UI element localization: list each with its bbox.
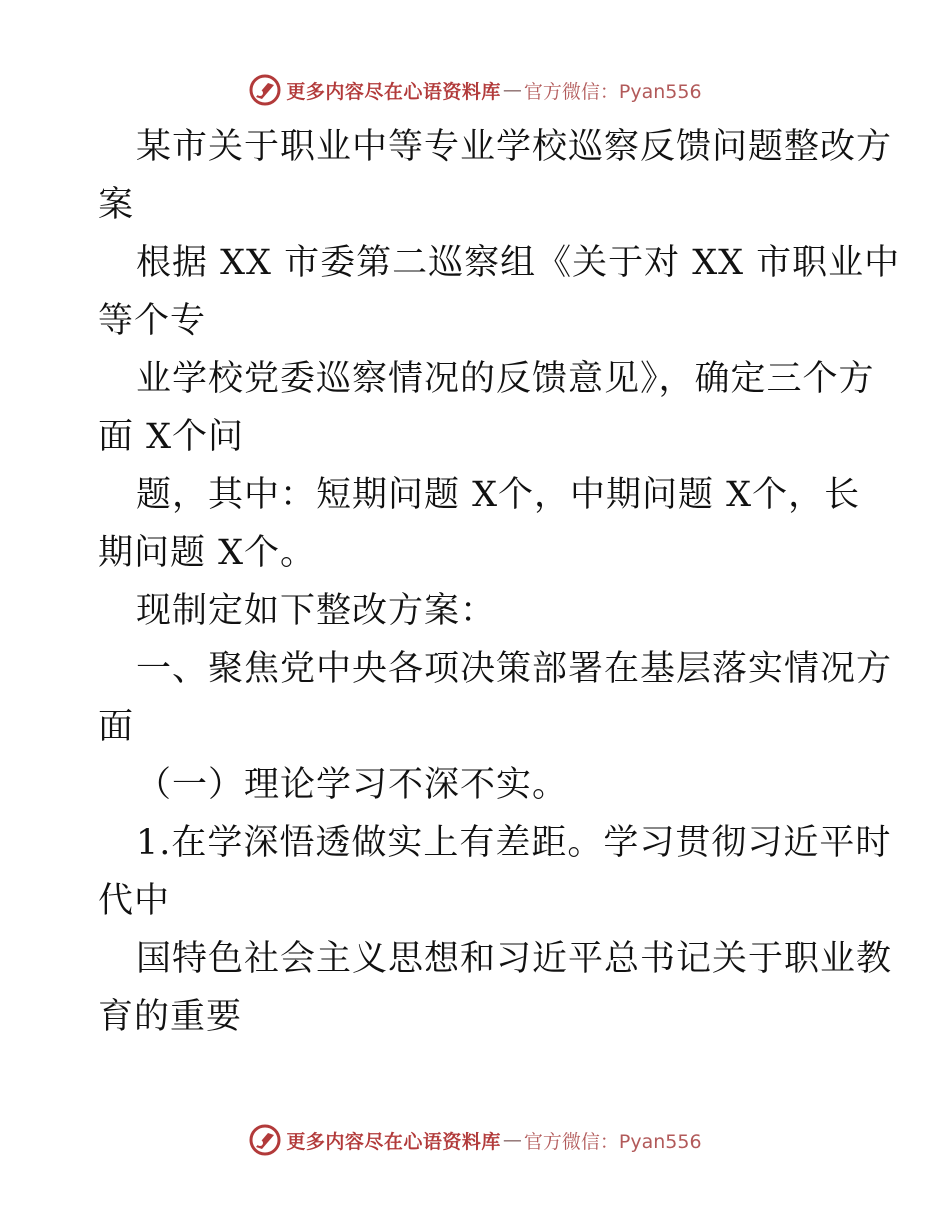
body-line: 题，其中：短期问题 X个，中期问题 X个，长 — [136, 475, 861, 515]
body-line: 期问题 X个。 — [98, 533, 317, 573]
body-line: （一）理论学习不深不实。 — [136, 765, 569, 805]
header-banner — [0, 70, 950, 110]
body-line: 育的重要 — [98, 997, 243, 1037]
body-line: 一、聚焦党中央各项决策部署在基层落实情况方 — [136, 649, 893, 689]
header-contact-text: 官方微信：Pyan556 — [523, 80, 702, 103]
header-separator: — — [502, 79, 522, 101]
body-line: 根据 XX 市委第二巡察组《关于对 XX 市职业中 — [136, 243, 901, 283]
body-line: 现制定如下整改方案： — [136, 591, 497, 631]
body-line: 案 — [98, 185, 135, 225]
footer-banner — [0, 1120, 950, 1160]
header-brand-text: 更多内容尽在心语资料库 — [286, 80, 501, 103]
body-line: 代中 — [98, 881, 171, 921]
body-line: 等个专 — [98, 301, 207, 341]
footer-separator: — — [502, 1129, 522, 1151]
body-line: 面 X个问 — [98, 417, 245, 457]
body-line: 业学校党委巡察情况的反馈意见》，确定三个方 — [136, 359, 875, 399]
body-line: 面 — [98, 707, 135, 747]
footer-contact-text: 官方微信：Pyan556 — [523, 1130, 702, 1153]
body-line: 1.在学深悟透做实上有差距。学习贯彻习近平时 — [136, 823, 892, 863]
body-line: 国特色社会主义思想和习近平总书记关于职业教 — [136, 939, 893, 979]
document-body — [98, 118, 901, 1046]
body-line: 某市关于职业中等专业学校巡察反馈问题整改方 — [136, 127, 893, 167]
footer-brand-text: 更多内容尽在心语资料库 — [286, 1130, 501, 1153]
brand-logo-icon — [248, 73, 282, 107]
brand-logo-icon — [248, 1123, 282, 1157]
